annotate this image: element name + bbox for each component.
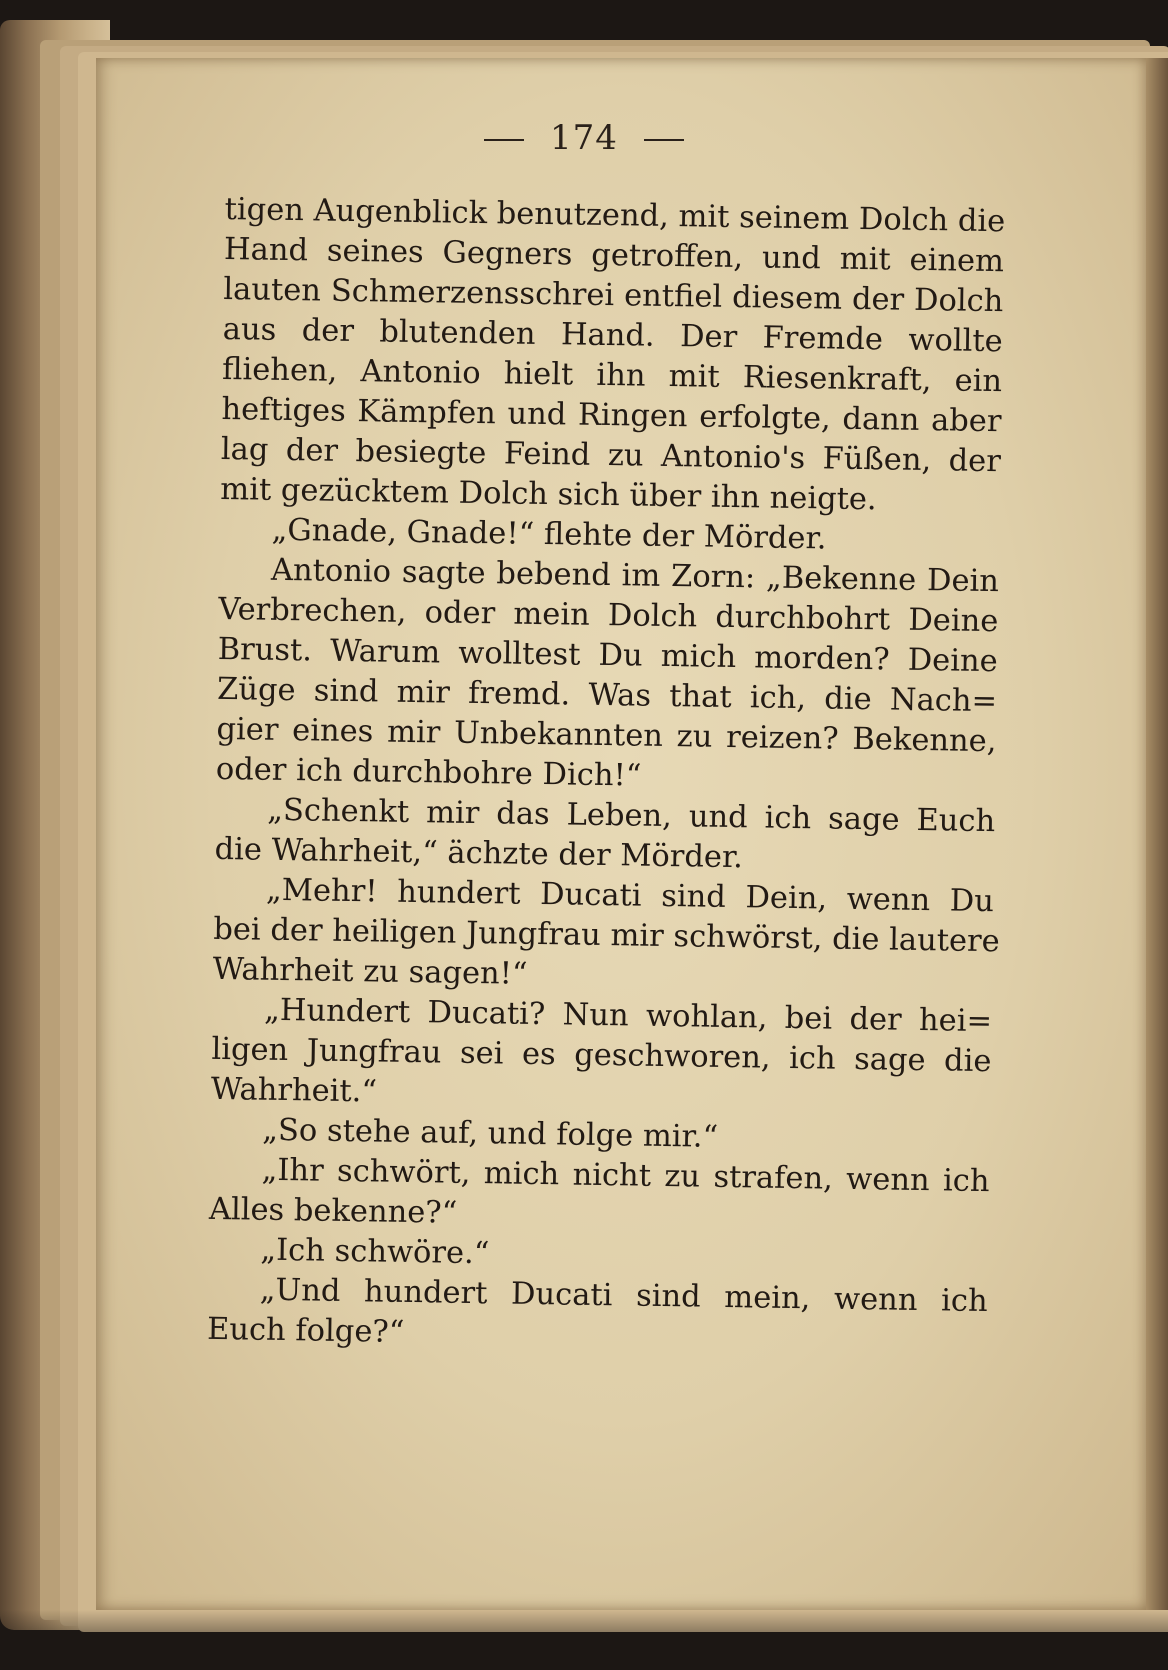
text-line: „Schenkt mir das Leben, und ich sage Euch bbox=[266, 792, 996, 840]
text-line: „Gnade, Gnade!“ flehte der Mörder. bbox=[271, 512, 827, 557]
text-line: Wahrheit zu sagen!“ bbox=[212, 951, 528, 992]
text-line: ligen Jungfrau sei es geschworen, ich sage die bbox=[211, 1031, 992, 1080]
text-line: fliehen, Antonio hielt ihn mit Riesenkraft, ein bbox=[221, 351, 1003, 400]
text-line: Hand seines Gegners getroffen, und mit einem bbox=[223, 231, 1005, 280]
text-line: Brust. Warum wolltest Du mich morden? Deine bbox=[217, 631, 998, 680]
text-line: gier eines mir Unbekannten zu reizen? Bekenne, bbox=[216, 711, 997, 760]
text-line: lag der besiegte Feind zu Antonio's Füßen, der bbox=[220, 431, 1002, 480]
text-line: die Wahrheit,“ ächzte der Mörder. bbox=[214, 831, 744, 876]
text-line: Euch folge?“ bbox=[206, 1311, 405, 1350]
text-line: mit gezücktem Dolch sich über ihn neigte. bbox=[220, 471, 877, 518]
text-line: „Ihr schwört, mich nicht zu strafen, wenn ich bbox=[261, 1152, 990, 1200]
header-dash-left bbox=[484, 139, 524, 141]
text-line: Alles bekenne?“ bbox=[208, 1191, 458, 1231]
text-line: lauten Schmerzensschrei entfiel diesem der Dolch bbox=[223, 271, 1004, 320]
text-line: Wahrheit.“ bbox=[210, 1071, 378, 1110]
page-number: 174 bbox=[550, 118, 618, 158]
text-line: heftiges Kämpfen und Ringen erfolgte, dann aber bbox=[221, 391, 1002, 440]
text-line: Antonio sagte bebend im Zorn: „Bekenne Dein bbox=[270, 552, 1000, 600]
text-line: bei der heiligen Jungfrau mir schwörst, die lautere bbox=[213, 911, 1000, 960]
text-line: Züge sind mir fremd. Was that ich, die Nach= bbox=[216, 671, 998, 720]
text-line: „So stehe auf, und folge mir.“ bbox=[261, 1112, 719, 1155]
text-line: aus der blutenden Hand. Der Fremde wollte bbox=[222, 311, 1003, 360]
bottom-shadow bbox=[0, 1610, 1168, 1670]
header-dash-right bbox=[644, 139, 684, 141]
text-line: Verbrechen, oder mein Dolch durchbohrt Deine bbox=[218, 591, 999, 640]
text-line: „Mehr! hundert Ducati sind Dein, wenn Du bbox=[265, 872, 995, 920]
page-number-header bbox=[0, 118, 1168, 158]
text-line: oder ich durchbohre Dich!“ bbox=[215, 751, 642, 794]
text-line: „Ich schwöre.“ bbox=[260, 1232, 490, 1272]
text-line: „Und hundert Ducati sind mein, wenn ich bbox=[259, 1272, 988, 1320]
text-line: „Hundert Ducati? Nun wohlan, bei der hei= bbox=[263, 992, 993, 1040]
right-page-gutter bbox=[1146, 58, 1168, 1610]
text-line: tigen Augenblick benutzend, mit seinem Dolch die bbox=[224, 191, 1006, 240]
body-text bbox=[207, 190, 1005, 1362]
